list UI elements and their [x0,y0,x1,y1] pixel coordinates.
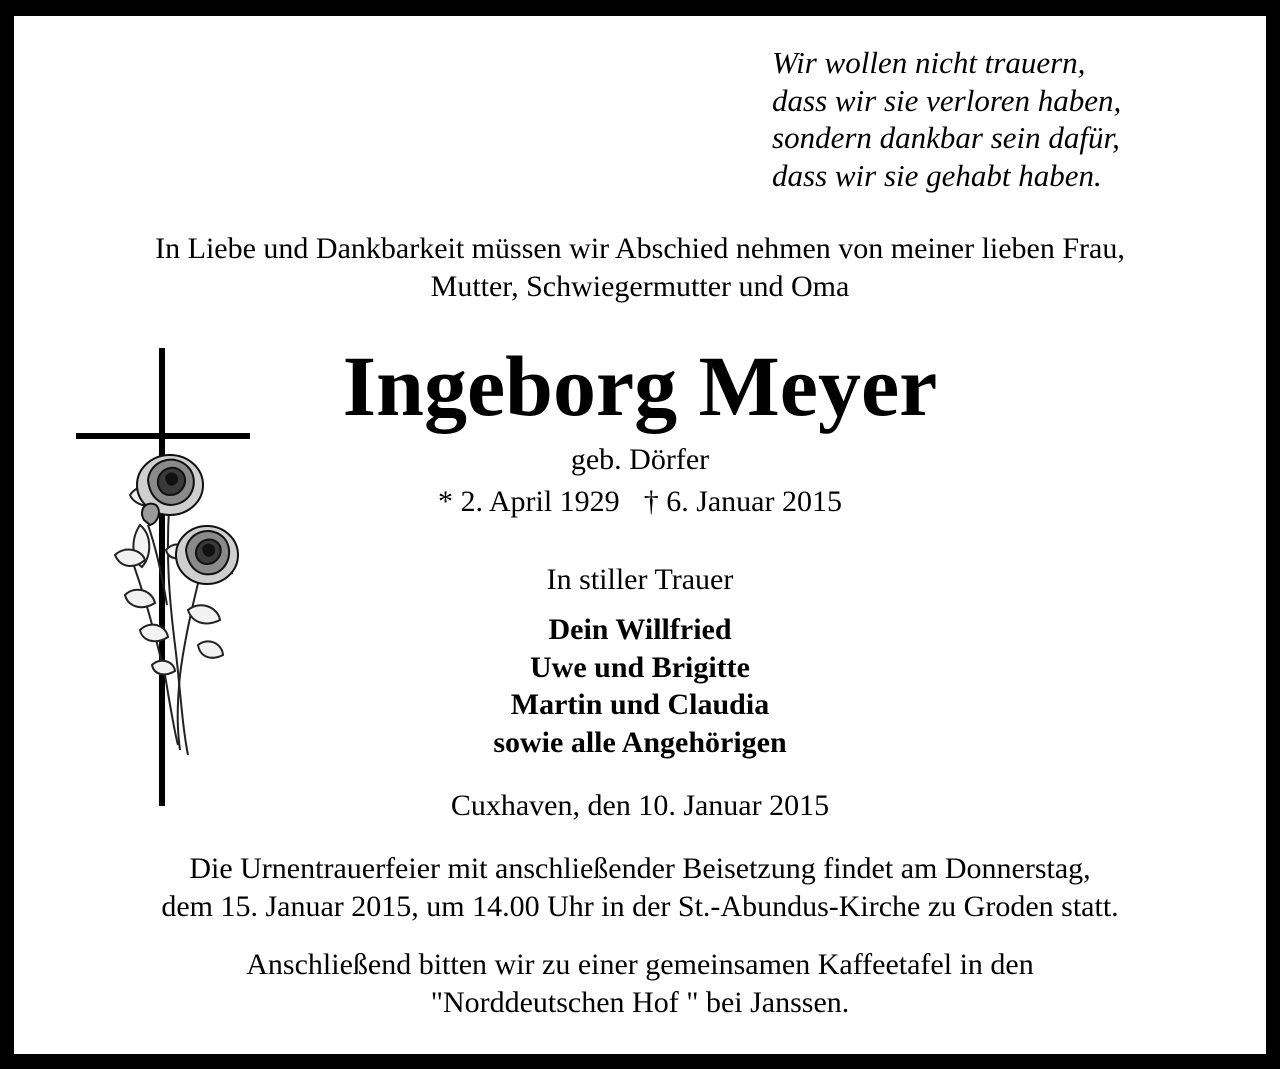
service-line: dem 15. Januar 2015, um 14.00 Uhr in der St.-Abundus-Kirche zu Groden statt. [161,890,1119,923]
place-and-date: Cuxhaven, den 10. Januar 2015 [450,789,830,822]
memorial-poem [772,44,1121,194]
coffee-line: Anschließend bitten wir zu einer gemeinsamen Kaffeetafel in den [246,948,1034,981]
death-date: † 6. Januar 2015 [643,485,842,518]
birth-date: * 2. April 1929 [438,485,620,518]
mourner-name: Uwe und Brigitte [530,650,750,684]
cross-with-roses-icon [70,345,260,810]
birth-name: geb. Dörfer [570,443,710,476]
poem-line: sondern dankbar sein dafür, [772,120,1120,155]
mourning-heading: In stiller Trauer [546,563,734,596]
poem-line: dass wir sie gehabt haben. [772,157,1102,193]
deceased-name: Ingeborg Meyer [342,338,938,434]
mourner-name: Martin und Claudia [510,688,770,721]
mourner-name: sowie alle Angehörigen [493,725,787,759]
intro-line: Mutter, Schwiegermutter und Oma [430,270,850,303]
intro-line: In Liebe und Dankbarkeit müssen wir Abschied nehmen von meiner lieben Frau, [155,232,1125,265]
funeral-service-info [14,850,1266,926]
service-line: Die Urnentrauerfeier mit anschließender Beisetzung findet am Donnerstag, [189,852,1091,885]
poem-line: Wir wollen nicht trauern, [772,45,1086,80]
poem-line: dass wir sie verloren haben, [772,82,1122,118]
mourner-name: Dein Willfried [548,613,732,646]
intro-text [14,230,1266,306]
coffee-line: "Norddeutschen Hof " bei Janssen. [430,986,850,1019]
coffee-reception-info [14,946,1266,1022]
